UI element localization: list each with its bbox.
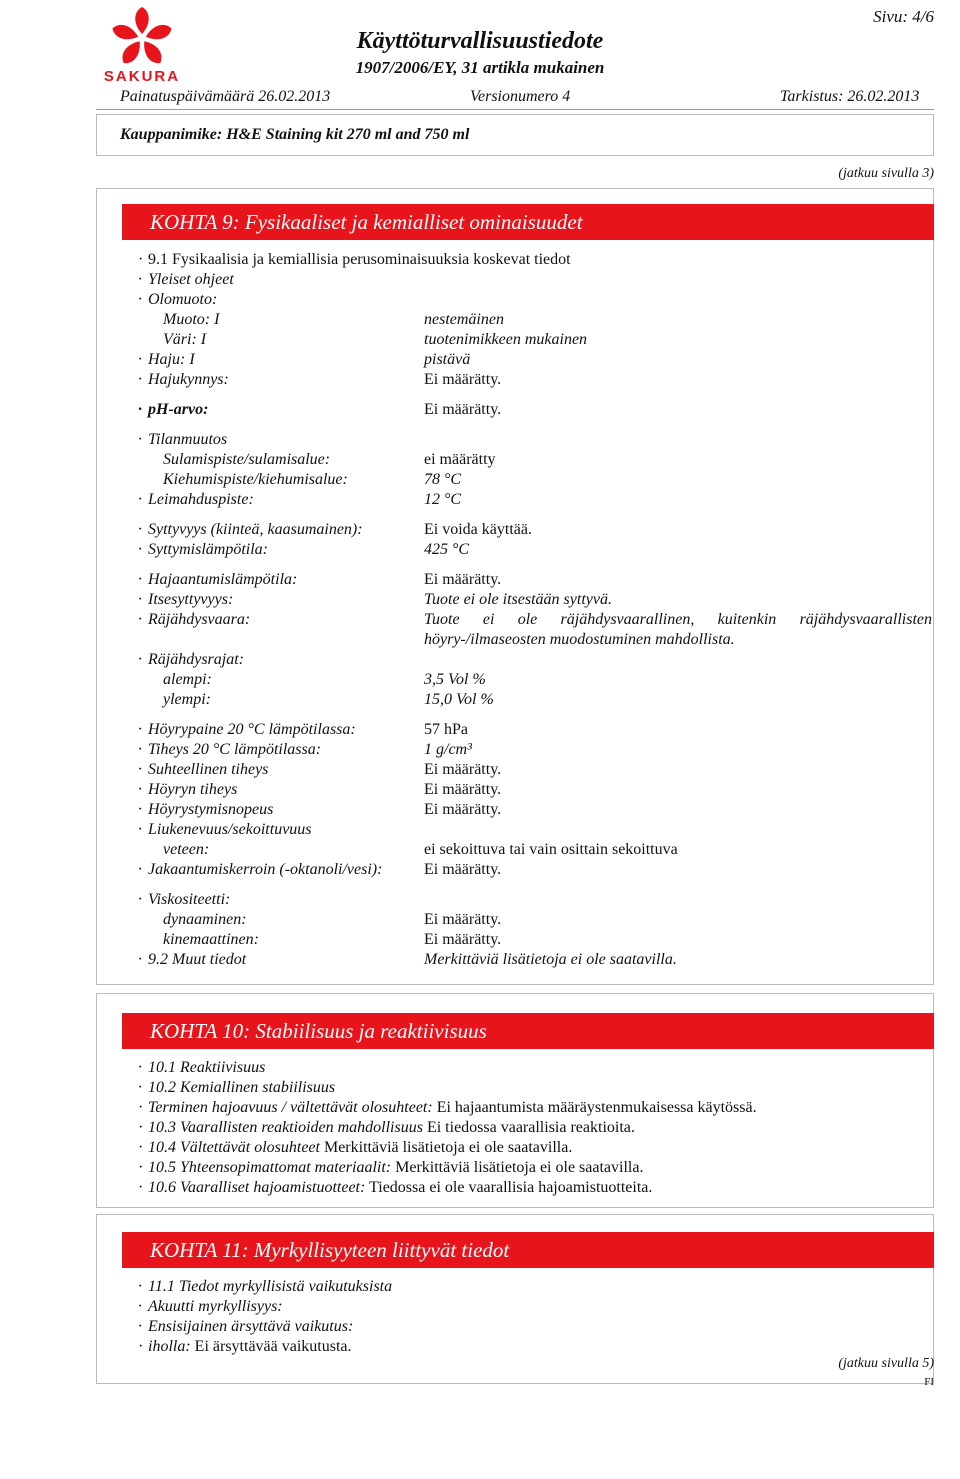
row-form: · Olomuoto: [138, 291, 218, 308]
value-evaporation: Ei määrätty. [424, 801, 502, 818]
section-11-title: KOHTA 11: Myrkyllisyyteen liittyvät tiedot [122, 1232, 934, 1268]
value-ph: Ei määrätty. [424, 401, 502, 418]
value-color: tuotenimikkeen mukainen [424, 331, 588, 348]
value-vapour-pressure: 57 hPa [424, 721, 468, 738]
label-state-change: · Tilanmuutos [138, 431, 228, 448]
header-divider [96, 109, 934, 110]
value-boiling: 78 °C [424, 471, 462, 488]
label-decomposition: · Hajaantumislämpötila: [138, 571, 298, 588]
label-flammability: · Syttyvyys (kiinteä, kaasumainen): [138, 521, 363, 538]
value-explosion: Tuote ei ole räjähdysvaarallinen, kuitenkin räjähdysvaarallisten höyry-/ilmaseosten muodostuminen mahdollista. [424, 611, 932, 648]
label-relative-density: · Suhteellinen tiheys [138, 761, 269, 778]
label-odor-threshold: · Hajukynnys: [138, 371, 229, 388]
version-number: Versionumero 4 [470, 88, 571, 105]
row-thermal: · Terminen hajoavuus / vältettävät olosuhteet: Ei hajaantumista määräystenmukaisessa käytössä. [138, 1099, 757, 1116]
label-flash-point: · Leimahduspiste: [138, 491, 254, 508]
label-vapour-pressure: · Höyrypaine 20 °C lämpötilassa: [138, 721, 356, 738]
label-vapour-density: · Höyryn tiheys [138, 781, 238, 798]
value-kinematic: Ei määrätty. [424, 931, 502, 948]
label-explosion-limits: · Räjähdysrajat: [138, 651, 244, 668]
label-odor: · Haju: I [138, 351, 195, 368]
row-general: · Yleiset ohjeet [138, 271, 234, 288]
label-water: veteen: [163, 841, 210, 858]
language-code: FI [924, 1376, 934, 1388]
value-relative-density: Ei määrätty. [424, 761, 502, 778]
document-subtitle: 1907/2006/EY, 31 artikla mukainen [355, 58, 605, 77]
logo-wordmark: SAKURA [103, 68, 181, 85]
value-decomposition: Ei määrätty. [424, 571, 502, 588]
print-date: Painatuspäivämäärä 26.02.2013 [120, 88, 331, 105]
continued-to-note: (jatkuu sivulla 5) [838, 1356, 934, 1371]
label-ignition: · Syttymislämpötila: [138, 541, 268, 558]
value-shape: nestemäinen [424, 311, 504, 328]
row-10-1: · 10.1 Reaktiivisuus [138, 1059, 266, 1076]
product-name: Kauppanimike: H&E Staining kit 270 ml and 750 ml [120, 126, 470, 143]
row-primary: · Ensisijainen ärsyttävä vaikutus: [138, 1318, 354, 1335]
row-9-1: · 9.1 Fysikaalisia ja kemiallisia perusominaisuuksia koskevat tiedot [138, 251, 571, 268]
value-odor: pistävä [424, 351, 471, 368]
label-boiling: Kiehumispiste/kiehumisalue: [163, 471, 348, 488]
label-density: · Tiheys 20 °C lämpötilassa: [138, 741, 322, 758]
document-title: Käyttöturvallisuustiedote [356, 28, 604, 54]
label-lower-limit: alempi: [163, 671, 212, 688]
value-lower-limit: 3,5 Vol % [424, 671, 486, 688]
section-9-title: KOHTA 9: Fysikaaliset ja kemialliset ominaisuudet [122, 204, 934, 240]
section-10-title: KOHTA 10: Stabiilisuus ja reaktiivisuus [122, 1013, 934, 1049]
label-explosion: · Räjähdysvaara: [138, 611, 251, 628]
value-ignition: 425 °C [424, 541, 470, 558]
row-11-1: · 11.1 Tiedot myrkyllisistä vaikutuksista [138, 1278, 393, 1295]
label-evaporation: · Höyrystymisnopeus [138, 801, 274, 818]
label-melting: Sulamispiste/sulamisalue: [163, 451, 331, 468]
label-upper-limit: ylempi: [163, 691, 211, 708]
label-shape: Muoto: I [163, 311, 220, 328]
value-vapour-density: Ei määrätty. [424, 781, 502, 798]
label-color: Väri: I [163, 331, 207, 348]
label-dynamic: dynaaminen: [163, 911, 247, 928]
value-water: ei sekoittuva tai vain osittain sekoittuva [424, 841, 678, 858]
revision-date: Tarkistus: 26.02.2013 [780, 88, 920, 105]
value-odor-threshold: Ei määrätty. [424, 371, 502, 388]
value-dynamic: Ei määrätty. [424, 911, 502, 928]
value-flammability: Ei voida käyttää. [424, 521, 532, 538]
continued-from-note: (jatkuu sivulla 3) [838, 166, 934, 181]
row-skin: · iholla: Ei ärsyttävää vaikutusta. [138, 1338, 352, 1355]
label-ph: · pH-arvo: [138, 401, 209, 418]
value-flash-point: 12 °C [424, 491, 462, 508]
value-partition: Ei määrätty. [424, 861, 502, 878]
row-10-5: · 10.5 Yhteensopimattomat materiaalit: Merkittäviä lisätietoja ei ole saatavilla. [138, 1159, 644, 1176]
label-9-2: · 9.2 Muut tiedot [138, 951, 247, 968]
value-density: 1 g/cm³ [424, 741, 472, 758]
label-solubility: · Liukenevuus/sekoittuvuus [138, 821, 312, 838]
row-acute: · Akuutti myrkyllisyys: [138, 1298, 283, 1315]
row-10-2: · 10.2 Kemiallinen stabiilisuus [138, 1079, 336, 1096]
value-self-ignition: Tuote ei ole itsestään syttyvä. [424, 591, 612, 608]
value-upper-limit: 15,0 Vol % [424, 691, 494, 708]
page-number: Sivu: 4/6 [873, 7, 934, 26]
value-melting: ei määrätty [424, 451, 496, 468]
label-viscosity: · Viskositeetti: [138, 891, 231, 908]
row-10-6: · 10.6 Vaaralliset hajoamistuotteet: Tiedossa ei ole vaarallisia hajoamistuotteita. [138, 1179, 653, 1196]
label-kinematic: kinemaattinen: [163, 931, 259, 948]
row-10-3: · 10.3 Vaarallisten reaktioiden mahdollisuus Ei tiedossa vaarallisia reaktioita. [138, 1119, 635, 1136]
label-self-ignition: · Itsesyttyvyys: [138, 591, 234, 608]
value-9-2: Merkittäviä lisätietoja ei ole saatavilla. [424, 951, 677, 968]
label-partition: · Jakaantumiskerroin (-oktanoli/vesi): [138, 861, 383, 878]
row-10-4: · 10.4 Vältettävät olosuhteet Merkittäviä lisätietoja ei ole saatavilla. [138, 1139, 573, 1156]
